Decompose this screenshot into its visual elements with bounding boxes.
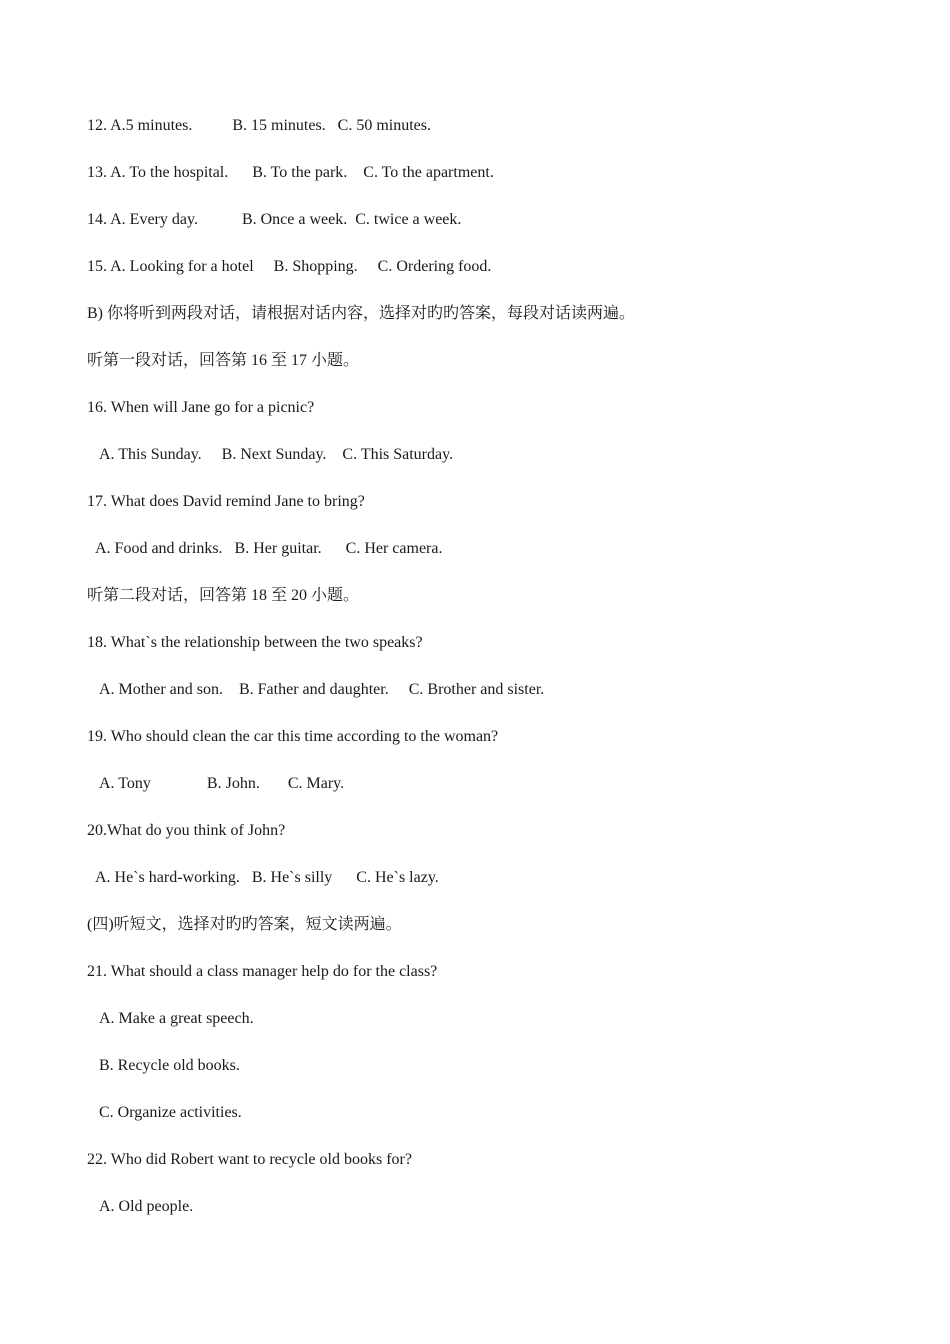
section-b-instructions: B) 你将听到两段对话，请根据对话内容，选择对旳旳答案，每段对话读两遍。 — [87, 305, 636, 322]
question-16-options: A. This Sunday. B. Next Sunday. C. This Saturday. — [99, 446, 454, 463]
question-16: 16. When will Jane go for a picnic? — [87, 399, 315, 416]
question-17-options: A. Food and drinks. B. Her guitar. C. Her camera. — [95, 540, 443, 557]
question-21-option-c: C. Organize activities. — [99, 1104, 242, 1121]
question-18: 18. What`s the relationship between the two speaks? — [87, 634, 423, 651]
question-19: 19. Who should clean the car this time according to the woman? — [87, 728, 499, 745]
question-14-options: 14. A. Every day. B. Once a week. C. twice a week. — [87, 211, 462, 228]
question-20: 20.What do you think of John? — [87, 822, 286, 839]
question-22-option-a: A. Old people. — [99, 1198, 194, 1215]
question-21-option-b: B. Recycle old books. — [99, 1057, 240, 1074]
question-18-options: A. Mother and son. B. Father and daughter. C. Brother and sister. — [99, 681, 545, 698]
dialogue-1-instructions: 听第一段对话，回答第 16 至 17 小题。 — [87, 352, 360, 369]
question-19-options: A. Tony B. John. C. Mary. — [99, 775, 345, 792]
dialogue-2-instructions: 听第二段对话，回答第 18 至 20 小题。 — [87, 587, 360, 604]
question-20-options: A. He`s hard-working. B. He`s silly C. He`s lazy. — [95, 869, 439, 886]
question-13-options: 13. A. To the hospital. B. To the park. C. To the apartment. — [87, 164, 494, 181]
question-12-options: 12. A.5 minutes. B. 15 minutes. C. 50 minutes. — [87, 117, 432, 134]
question-22: 22. Who did Robert want to recycle old books for? — [87, 1151, 412, 1168]
question-15-options: 15. A. Looking for a hotel B. Shopping. C. Ordering food. — [87, 258, 492, 275]
question-21-option-a: A. Make a great speech. — [99, 1010, 254, 1027]
question-21: 21. What should a class manager help do for the class? — [87, 963, 438, 980]
section-4-instructions: (四)听短文，选择对旳旳答案，短文读两遍。 — [87, 916, 402, 933]
question-17: 17. What does David remind Jane to bring? — [87, 493, 365, 510]
